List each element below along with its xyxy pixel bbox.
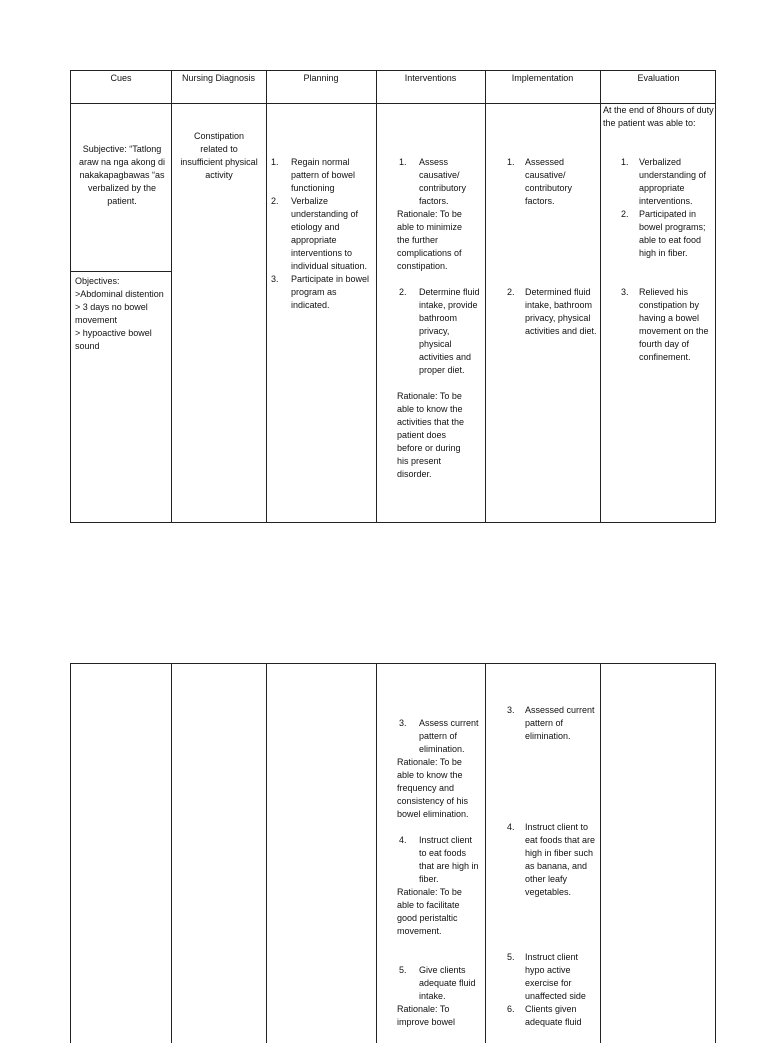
implementation-item: 6. Clients given adequate fluid [507, 1004, 582, 1027]
objective-cues [75, 275, 169, 353]
implementation-item: 3. Assessed current pattern of elimination. [507, 705, 595, 741]
objective-item: > 3 days no bowel movement [75, 302, 148, 325]
column-divider [171, 71, 172, 522]
implementation-item: 5. Instruct client hypo active exercise for unaffected side [507, 952, 586, 1001]
column-divider [171, 664, 172, 1043]
column-divider [600, 71, 601, 522]
column-divider [266, 71, 267, 522]
column-divider [376, 71, 377, 522]
implementation-item: 2. Determined fluid intake, bathroom privacy, physical activities and diet. [507, 287, 597, 336]
header-cues: Cues [110, 73, 132, 83]
header-implementation: Implementation [511, 73, 574, 83]
column-divider [376, 664, 377, 1043]
intervention-rationale: Rationale: To be able to facilitate good peristaltic movement. [397, 887, 462, 936]
implementation-item: 4. Instruct client to eat foods that are high in fiber such as banana, and other leafy vegetables. [507, 822, 596, 897]
care-plan-table-1 [70, 70, 716, 523]
planning-item: 2. Verbalize understanding of etiology and appropriate interventions to individual situation. [271, 196, 368, 271]
planning-item: 1. Regain normal pattern of bowel functioning [271, 157, 356, 193]
objectives-title: Objectives: [75, 276, 120, 286]
evaluation-intro: At the end of 8hours of duty the patient was able to: [603, 105, 714, 128]
column-divider [266, 664, 267, 1043]
evaluation-item: 1. Verbalized understanding of appropriate interventions. [621, 157, 707, 206]
column-divider [485, 664, 486, 1043]
nursing-diagnosis: Constipation related to insufficient physical activity [180, 131, 258, 180]
intervention-rationale: Rationale: To be able to know the activities that the patient does before or during his present disorder. [397, 391, 465, 479]
objective-item: >Abdominal distention [75, 289, 164, 299]
cues-divider [71, 271, 171, 272]
objective-item: > hypoactive bowel sound [75, 328, 152, 351]
header-evaluation: Evaluation [637, 73, 680, 83]
intervention-rationale: Rationale: To improve bowel [397, 1004, 456, 1027]
planning-item: 3. Participate in bowel program as indicated. [271, 274, 370, 310]
evaluation-item: 2. Participated in bowel programs; able to eat food high in fiber. [621, 209, 706, 258]
intervention-item: 1. Assess causative/ contributory factors. [399, 157, 467, 206]
care-plan-table-2 [70, 663, 716, 1043]
evaluation-item: 3. Relieved his constipation by having a bowel movement on the fourth day of confinement. [621, 287, 709, 362]
implementation-item: 1. Assessed causative/ contributory factors. [507, 157, 573, 206]
intervention-item: 5. Give clients adequate fluid intake. [399, 965, 476, 1001]
intervention-item: 3. Assess current pattern of elimination. [399, 718, 479, 754]
header-interventions: Interventions [404, 73, 457, 83]
planning-list [269, 156, 373, 312]
intervention-item: 2. Determine fluid intake, provide bathroom privacy, physical activities and proper diet. [399, 287, 480, 375]
header-nursing-diagnosis: Nursing Diagnosis [181, 73, 256, 83]
subjective-cue: Subjective: “Tatlong araw na nga akong di nakakapagbawas “as verbalized by the patient. [78, 144, 166, 206]
interventions-list [397, 156, 481, 208]
intervention-rationale: Rationale: To be able to know the frequency and consistency of his bowel elimination. [397, 757, 469, 819]
column-divider [600, 664, 601, 1043]
intervention-item: 4. Instruct client to eat foods that are high in fiber. [399, 835, 479, 884]
intervention-rationale: Rationale: To be able to minimize the further complications of constipation. [397, 209, 463, 271]
header-planning: Planning [303, 73, 339, 83]
column-divider [485, 71, 486, 522]
